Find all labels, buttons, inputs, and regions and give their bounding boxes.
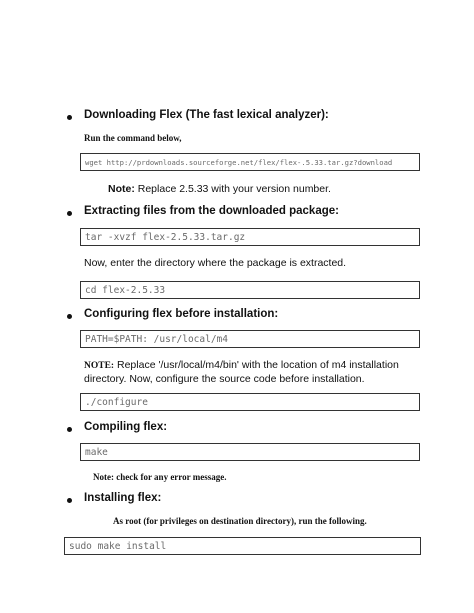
code-text: sudo make install: [69, 540, 167, 552]
section-heading-download: Downloading Flex (The fast lexical analyzer):: [84, 109, 329, 121]
note-text: Replace 2.5.33 with your version number.: [134, 183, 331, 195]
download-instruction: Run the command below,: [84, 133, 182, 143]
section-heading-install: Installing flex:: [84, 492, 162, 504]
code-text: ./configure: [85, 396, 148, 408]
code-text: wget http://prdownloads.sourceforge.net/flex/flex-.5.33.tar.gz?download: [85, 157, 393, 167]
code-block-path[interactable]: [80, 330, 420, 348]
note-line-1: Replace '/usr/local/m4/bin' with the location of m4 installation: [114, 359, 399, 371]
configure-note-line-2: directory. Now, configure the source code before installation.: [84, 373, 365, 385]
bullet: [67, 427, 72, 432]
bullet: [67, 115, 72, 120]
download-note: [108, 182, 331, 197]
bullet: [67, 314, 72, 319]
section-heading-extract: Extracting files from the downloaded package:: [84, 205, 339, 217]
code-block-tar[interactable]: [80, 228, 420, 246]
code-text: tar -xvzf flex-2.5.33.tar.gz: [85, 231, 246, 243]
code-block-wget[interactable]: [80, 153, 420, 171]
section-heading-configure: Configuring flex before installation:: [84, 308, 279, 320]
code-text: PATH=$PATH: /usr/local/m4: [85, 333, 228, 345]
compile-note: Note: check for any error message.: [93, 472, 227, 482]
bullet: [67, 498, 72, 503]
code-block-make[interactable]: [80, 443, 420, 461]
note-label: NOTE:: [84, 361, 115, 371]
code-block-configure[interactable]: [80, 393, 420, 411]
note-label: Note:: [108, 183, 135, 195]
code-text: cd flex-2.5.33: [85, 284, 166, 296]
extract-text: Now, enter the directory where the package is extracted.: [84, 257, 347, 269]
section-heading-compile: Compiling flex:: [84, 421, 168, 433]
code-text: make: [85, 446, 108, 458]
code-block-cd[interactable]: [80, 281, 420, 299]
bullet: [67, 211, 72, 216]
code-block-install[interactable]: [64, 537, 421, 555]
install-instruction: As root (for privileges on destination directory), run the following.: [113, 516, 367, 526]
